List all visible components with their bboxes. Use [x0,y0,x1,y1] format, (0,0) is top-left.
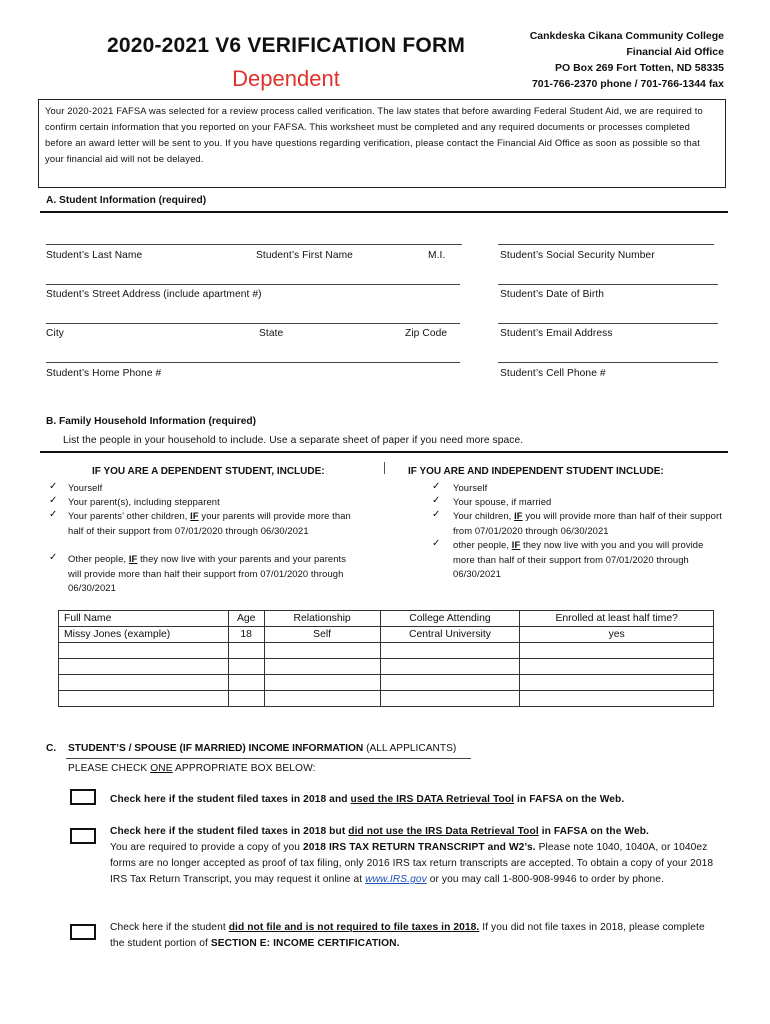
table-cell[interactable] [264,643,380,659]
table-cell[interactable] [380,659,520,675]
table-cell[interactable] [264,659,380,675]
table-cell[interactable] [520,675,714,691]
student-name-line[interactable] [46,244,462,245]
ssn-line[interactable] [498,244,714,245]
form-subtitle: Dependent [232,66,340,91]
home-phone-line[interactable] [46,362,460,363]
home-phone-label: Student’s Home Phone # [46,368,162,379]
check-icon: ✓ [432,538,441,549]
section-c-letter: C. [46,743,57,754]
section-b-heading: B. Family Household Information (required) [46,416,256,427]
table-row [59,627,714,643]
cell-phone-label: Student’s Cell Phone # [500,368,606,379]
column-divider [384,462,385,474]
table-header-row [59,611,714,627]
column-header: Relationship [264,611,380,627]
dependent-item: Your parent(s), including stepparent [68,496,220,507]
table-cell[interactable] [520,643,714,659]
city-label: City [46,328,64,339]
table-cell[interactable] [380,691,520,707]
option-2-text: Check here if the student filed taxes in 2018 but did not use the IRS Data Retrieval Tool in FAFSA on the Web. You are required to provide a copy of you 2018 IRS TAX RETURN TRANSCRIPT and W2’s. Please note 1040, 1040A, or 1040ez forms are no longer accepted as proof of tax filing, only 2016 IRS tax return transcripts are accepted. To obtain a copy of your 2018 IRS Tax Return Transcript, you may request it online at www.IRS.gov or you may call 1-800-908-9946 to order by phone. [110,826,714,885]
street-label: Student’s Street Address (include apartment #) [46,289,262,300]
check-icon: ✓ [49,509,58,520]
mi-label: M.I. [428,250,446,261]
option-3-checkbox[interactable] [70,924,96,940]
independent-heading: IF YOU ARE AND INDEPENDENT STUDENT INCLUDE: [408,466,664,477]
dependent-item: Other people, IF they now live with your parents and your parents will provide more than half their support from 07/01/2020 through 06/30/2021 [68,553,347,593]
ssn-label: Student’s Social Security Number [500,250,655,261]
column-header: Full Name [59,611,229,627]
column-header: Enrolled at least half time? [520,611,714,627]
table-row[interactable] [59,659,714,675]
table-cell: Self [264,627,380,643]
option-1-checkbox[interactable] [70,789,96,805]
zip-label: Zip Code [405,328,448,339]
option-3-text: Check here if the student did not file and is not required to file taxes in 2018. If you did not file taxes in 2018, please complete the student portion of SECTION E: INCOME CERTIFICATION. [110,922,705,949]
state-label: State [259,328,284,339]
table-cell[interactable] [59,659,229,675]
household-table [58,610,714,707]
street-line[interactable] [46,284,460,285]
check-icon: ✓ [49,481,58,492]
dob-line[interactable] [498,284,718,285]
table-row[interactable] [59,643,714,659]
section-c-instruction: PLEASE CHECK ONE APPROPRIATE BOX BELOW: [68,763,316,774]
check-icon: ✓ [432,495,441,506]
table-cell: yes [520,627,714,643]
table-cell[interactable] [264,675,380,691]
table-cell: 18 [228,627,264,643]
section-c-heading: STUDENT’S / SPOUSE (IF MARRIED) INCOME INFORMATION (ALL APPLICANTS) [68,743,457,754]
table-cell[interactable] [380,675,520,691]
cell-phone-line[interactable] [498,362,718,363]
first-name-label: Student’s First Name [256,250,353,261]
email-label: Student’s Email Address [500,328,613,339]
college-name: Cankdeska Cikana Community College [529,30,724,42]
check-icon: ✓ [432,509,441,520]
table-cell[interactable] [228,643,264,659]
section-c-divider [66,758,471,759]
intro-box: Your 2020-2021 FAFSA was selected for a review process called verification. The law states that before awarding Federal Student Aid, we are required to confirm certain information that you reported on your FAFSA. This worksheet must be completed and any required documents or processes completed before an award letter will be sent to you. If you have questions regarding verification, please contact the Financial Aid Office as soon as possible so that your financial aid will not be delayed. [38,99,726,188]
section-b-instruction: List the people in your household to include. Use a separate sheet of paper if you need more space. [63,435,524,446]
table-cell[interactable] [59,691,229,707]
city-state-zip-line[interactable] [46,323,460,324]
college-contact [530,28,724,92]
section-b-divider [40,451,728,453]
column-header: Age [228,611,264,627]
table-cell[interactable] [228,691,264,707]
college-address: PO Box 269 Fort Totten, ND 58335 [554,62,724,74]
table-cell[interactable] [264,691,380,707]
independent-item: Your spouse, if married [453,496,552,507]
college-office: Financial Aid Office [626,46,724,58]
table-row[interactable] [59,691,714,707]
option-2-checkbox[interactable] [70,828,96,844]
check-icon: ✓ [49,552,58,563]
email-line[interactable] [498,323,718,324]
column-header: College Attending [380,611,520,627]
check-icon: ✓ [432,481,441,492]
college-phone: 701-766-2370 phone / 701-766-1344 fax [531,78,724,90]
dependent-item: Yourself [68,482,103,493]
dependent-item: Your parents’ other children, IF your parents will provide more than half of their support from 07/01/2020 through 06/30/2021 [68,510,351,536]
table-cell: Missy Jones (example) [59,627,229,643]
table-cell: Central University [380,627,520,643]
table-cell[interactable] [228,675,264,691]
table-cell[interactable] [228,659,264,675]
table-cell[interactable] [59,675,229,691]
table-cell[interactable] [59,643,229,659]
section-a-divider [40,211,728,213]
dependent-heading: IF YOU ARE A DEPENDENT STUDENT, INCLUDE: [92,466,325,477]
table-row[interactable] [59,675,714,691]
dob-label: Student’s Date of Birth [500,289,605,300]
independent-item: other people, IF they now live with you and you will provide more than half of their support from 07/01/2020 through 06/30/2021 [453,539,704,579]
last-name-label: Student’s Last Name [46,250,143,261]
table-cell[interactable] [520,659,714,675]
section-a-heading: A. Student Information (required) [46,195,207,206]
independent-item: Yourself [453,482,488,493]
independent-item: Your children, IF you will provide more than half of their support from 07/01/2020 through 06/30/2021 [453,510,722,536]
table-cell[interactable] [380,643,520,659]
table-cell[interactable] [520,691,714,707]
option-1-text: Check here if the student filed taxes in 2018 and used the IRS DATA Retrieval Tool in FAFSA on the Web. [110,794,625,805]
check-icon: ✓ [49,495,58,506]
form-title: 2020-2021 V6 VERIFICATION FORM [106,34,466,57]
irs-link[interactable]: www.IRS.gov [365,874,427,885]
